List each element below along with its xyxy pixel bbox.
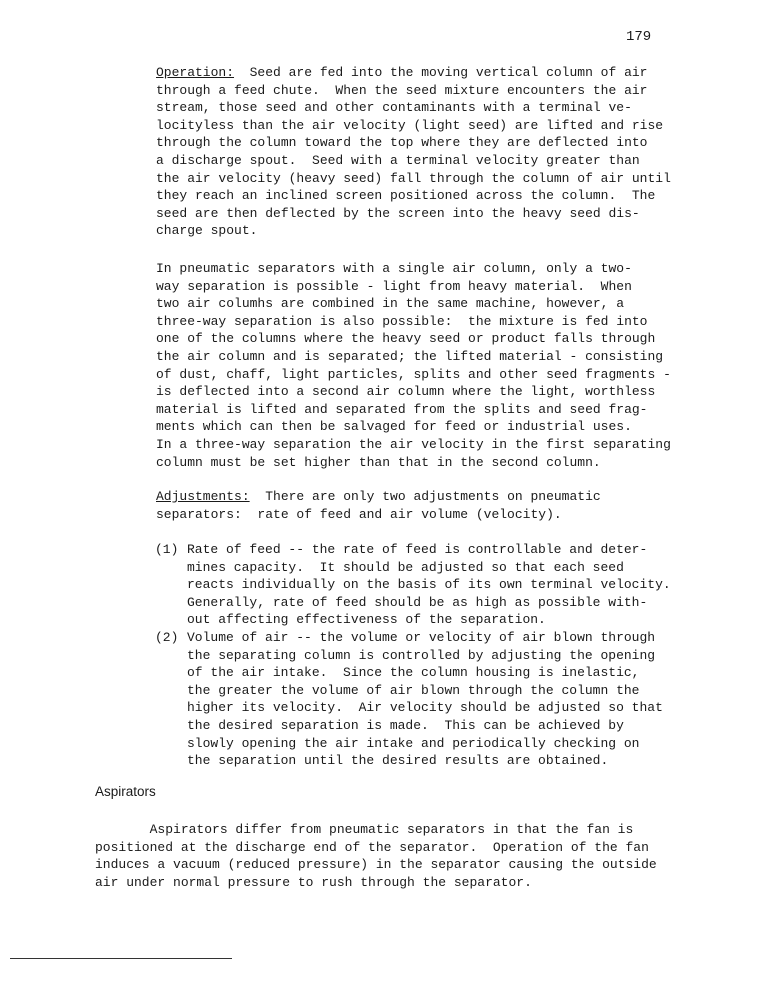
pneumatic-paragraph: In pneumatic separators with a single air column, only a two- way separation is possible - light from heavy material. When two air columhs are combined in the same machine, however, a three-way separation is also possible: the mixture is fed into one of the columns where the heavy seed or product falls through the air column and is separated; the lifted material - consisting of dust, chaff, light particles, splits and other seed fragments - is deflected into a second air column where the light, worthless material is lifted and separated from the splits and seed frag- ments which can then be salvaged for feed or industrial uses. In a three-way separation the air velocity in the first separating column must be set higher than that in the second column. bbox=[156, 261, 671, 470]
list-item bbox=[155, 541, 675, 629]
operation-label: Operation: bbox=[156, 65, 235, 80]
adjustments-label: Adjustments: bbox=[156, 489, 250, 504]
aspirators-heading: Aspirators bbox=[95, 784, 156, 799]
adjustments-list bbox=[155, 541, 675, 770]
list-item-number: (2) bbox=[155, 629, 179, 645]
adjustments-text: There are only two adjustments on pneumatic separators: rate of feed and air volume (velocity). bbox=[156, 489, 601, 522]
aspirators-paragraph: Aspirators differ from pneumatic separators in that the fan is positioned at the discharge end of the separator. Operation of the fan induces a vacuum (reduced pressure) in the separator causing the outside air under normal pressure to rush through the separator. bbox=[95, 822, 657, 890]
adjustments-paragraph bbox=[156, 488, 656, 523]
list-item bbox=[155, 629, 675, 770]
operation-text: Seed are fed into the moving vertical column of air through a feed chute. When the seed mixture encounters the air stream, those seed and other contaminants with a terminal ve- locityless than the air velocity (light seed) are lifted and rise through the column toward the top where they are deflected into a discharge spout. Seed with a terminal velocity greater than the air velocity (heavy seed) fall through the column of air until they reach an inclined screen positioned across the column. The seed are then deflected by the screen into the heavy seed dis- charge spout. bbox=[156, 65, 671, 239]
page-number: 179 bbox=[626, 29, 652, 45]
list-item-text: Volume of air -- the volume or velocity of air blown through the separating column is controlled by adjusting the opening of the air intake. Since the column housing is inelastic, the greater the volume of air blown through the column the higher its velocity. Air velocity should be adjusted so that the desired separation is made. This can be achieved by slowly opening the air intake and periodically checking on the separation until the desired results are obtained. bbox=[187, 629, 663, 769]
footer-rule bbox=[10, 958, 232, 959]
operation-paragraph bbox=[156, 64, 671, 240]
list-item-text: Rate of feed -- the rate of feed is controllable and deter- mines capacity. It should be adjusted so that each seed reacts individually on the basis of its own terminal velocity. Generally, rate of feed should be as high as possible with- out affecting effectiveness of the separation. bbox=[187, 542, 671, 628]
list-item-number: (1) bbox=[155, 542, 179, 557]
